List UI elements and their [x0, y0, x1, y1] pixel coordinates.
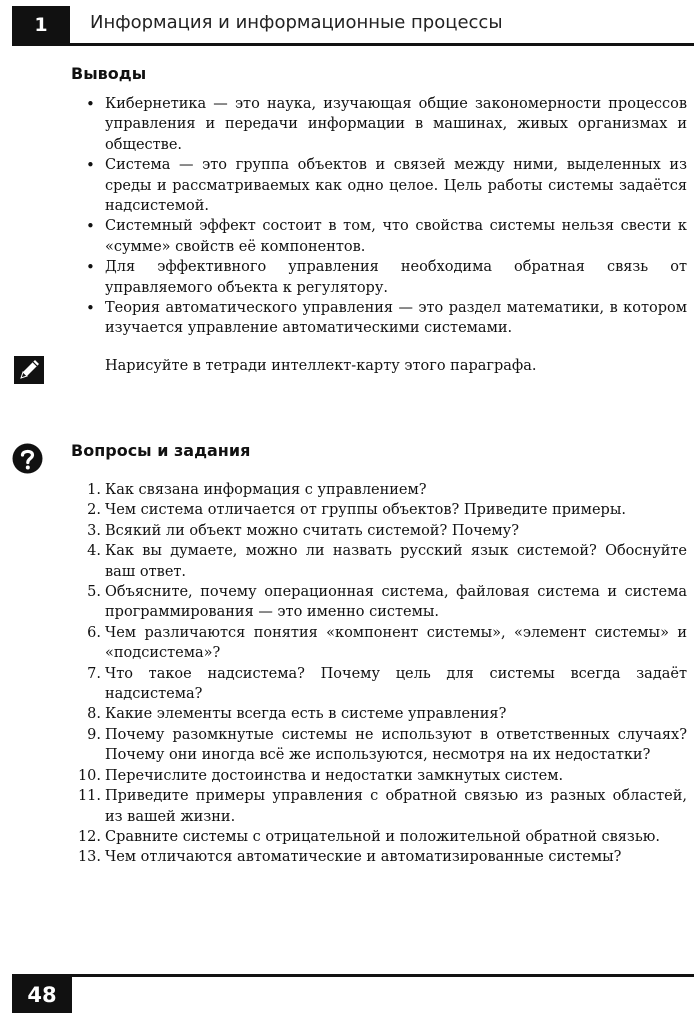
- chapter-title: Информация и информационные процессы: [90, 12, 503, 33]
- question-number: 5.: [87, 584, 101, 601]
- conclusions-list: [85, 94, 687, 339]
- page-number: 48: [12, 977, 72, 1013]
- question-text: Чем различаются понятия «компонент системы», «элемент системы» и «подсистема»?: [105, 624, 687, 662]
- question-number: 11.: [77, 788, 101, 805]
- question-item: [76, 704, 687, 724]
- question-item: [76, 786, 687, 827]
- question-number: 2.: [87, 502, 101, 519]
- question-number: 6.: [87, 624, 101, 641]
- question-item: [76, 725, 687, 766]
- question-number: 3.: [87, 522, 101, 539]
- question-text: Как вы думаете, можно ли назвать русский язык системой? Обоснуйте ваш ответ.: [105, 543, 687, 580]
- question-item: [76, 521, 687, 541]
- question-text: Какие элементы всегда есть в системе управления?: [105, 706, 507, 723]
- question-number: 13.: [77, 849, 101, 866]
- conclusions-heading: Выводы: [71, 64, 147, 83]
- question-number: 8.: [87, 706, 101, 723]
- question-text: Объясните, почему операционная система, файловая система и система программирования — это именно системы.: [105, 584, 687, 621]
- page-header: [12, 6, 694, 46]
- conclusion-item: • Теория автоматического управления — это раздел математики, в котором изучается управление автоматическими системами.: [85, 298, 687, 339]
- task-text: Нарисуйте в тетради интеллект-карту этого параграфа.: [105, 358, 537, 374]
- question-item: [76, 623, 687, 664]
- question-text: Чем система отличается от группы объектов? Приведите примеры.: [105, 502, 626, 519]
- question-item: [76, 480, 687, 500]
- questions-heading: Вопросы и задания: [71, 441, 251, 460]
- question-text: Сравните системы с отрицательной и положительной обратной связью.: [105, 828, 660, 845]
- question-item: [76, 766, 687, 786]
- question-text: Чем отличаются автоматические и автоматизированные системы?: [105, 849, 622, 866]
- question-text: Приведите примеры управления с обратной связью из разных областей, из вашей жизни.: [105, 788, 687, 825]
- question-number: 7.: [87, 665, 101, 682]
- question-text: Всякий ли объект можно считать системой? Почему?: [105, 522, 519, 539]
- question-item: [76, 847, 687, 867]
- conclusion-item: • Система — это группа объектов и связей между ними, выделенных из среды и рассматриваемых как одно целое. Цель работы системы задаётся надсистемой.: [85, 155, 687, 216]
- question-item: [76, 500, 687, 520]
- question-text: Что такое надсистема? Почему цель для системы всегда задаёт надсистема?: [105, 665, 687, 703]
- question-text: Перечислите достоинства и недостатки замкнутых систем.: [105, 767, 564, 784]
- question-icon: [12, 443, 43, 474]
- conclusion-item: • Для эффективного управления необходима обратная связь от управляемого объекта к регулятору.: [85, 257, 687, 298]
- question-number: 9.: [87, 726, 101, 743]
- question-item: [76, 541, 687, 582]
- pencil-icon: [14, 356, 44, 384]
- question-text: Почему разомкнутые системы не используют в ответственных случаях? Почему они иногда всё же используются, несмотря на их недостатки?: [105, 726, 687, 764]
- conclusion-item: • Системный эффект состоит в том, что свойства системы нельзя свести к «сумме» свойств её компонентов.: [85, 216, 687, 257]
- footer-divider: [12, 974, 694, 977]
- question-text: Как связана информация с управлением?: [105, 482, 427, 498]
- question-number: 10.: [77, 767, 101, 784]
- question-item: [76, 664, 687, 705]
- conclusion-item: • Кибернетика — это наука, изучающая общие закономерности процессов управления и передачи информации в машинах, живых организмах и обществе.: [85, 94, 687, 155]
- question-item: [76, 582, 687, 623]
- questions-list: [76, 480, 687, 868]
- question-number: 4.: [87, 543, 101, 560]
- question-number: 1.: [87, 482, 101, 498]
- question-item: [76, 827, 687, 847]
- question-number: 12.: [77, 828, 101, 845]
- chapter-number-badge: 1: [12, 6, 70, 43]
